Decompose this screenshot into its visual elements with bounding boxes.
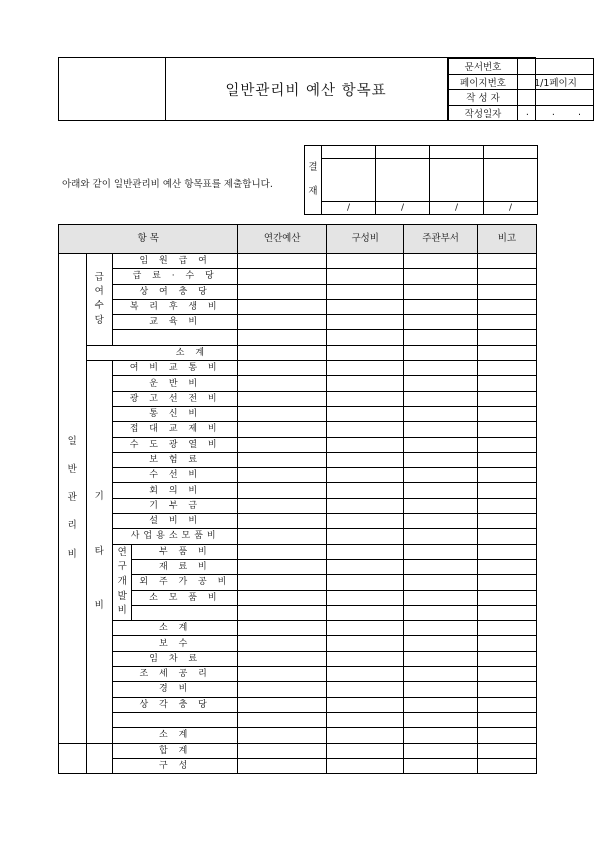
value-cell[interactable] xyxy=(477,712,536,727)
value-cell[interactable] xyxy=(477,575,536,590)
item-label: 소 계 xyxy=(113,728,238,743)
value-cell[interactable] xyxy=(238,682,327,697)
value-cell[interactable] xyxy=(238,544,327,559)
value-cell[interactable] xyxy=(477,514,536,529)
value-cell[interactable] xyxy=(327,284,404,299)
value-cell[interactable] xyxy=(404,284,477,299)
value-cell[interactable] xyxy=(238,743,327,758)
group-rnd-label: 연 구 개 발 비 xyxy=(113,544,132,620)
value-cell[interactable] xyxy=(404,651,477,666)
item-label: 보 수 xyxy=(113,636,238,651)
value-cell[interactable] xyxy=(327,575,404,590)
value-cell[interactable] xyxy=(404,422,477,437)
value-cell[interactable] xyxy=(327,743,404,758)
value-cell[interactable] xyxy=(327,437,404,452)
item-label: 복 리 후 생 비 xyxy=(113,299,238,314)
value-cell[interactable] xyxy=(477,254,536,269)
header-note: 비고 xyxy=(477,225,536,254)
value-cell[interactable] xyxy=(477,284,536,299)
value-cell[interactable] xyxy=(477,345,536,360)
value-cell[interactable] xyxy=(404,544,477,559)
meta-label: 문서번호 xyxy=(449,59,518,75)
value-cell[interactable] xyxy=(238,437,327,452)
value-cell[interactable] xyxy=(238,330,327,345)
header-annual: 연간예산 xyxy=(238,225,327,254)
group-etc-label: 기 타 비 xyxy=(86,361,112,743)
value-cell[interactable] xyxy=(238,422,327,437)
item-label: 사업용소모품비 xyxy=(113,529,238,544)
value-cell[interactable] xyxy=(327,422,404,437)
value-cell[interactable] xyxy=(404,621,477,636)
value-cell[interactable] xyxy=(477,406,536,421)
blank-cell xyxy=(86,743,112,774)
value-cell[interactable] xyxy=(238,269,327,284)
value-cell[interactable] xyxy=(327,682,404,697)
item-label: 접 대 교 제 비 xyxy=(113,422,238,437)
item-label: 소 계 xyxy=(113,621,238,636)
value-cell[interactable] xyxy=(238,361,327,376)
item-label: 조 세 공 리 xyxy=(113,667,238,682)
value-cell[interactable] xyxy=(238,559,327,574)
value-cell[interactable] xyxy=(477,391,536,406)
value-cell[interactable] xyxy=(238,575,327,590)
value-cell[interactable] xyxy=(238,406,327,421)
value-cell[interactable] xyxy=(327,376,404,391)
value-cell[interactable] xyxy=(404,361,477,376)
item-label: 재 료 비 xyxy=(132,559,238,574)
value-cell[interactable] xyxy=(477,682,536,697)
value-cell[interactable] xyxy=(477,483,536,498)
item-label: 상 여 충 당 xyxy=(113,284,238,299)
value-cell[interactable] xyxy=(404,330,477,345)
value-cell[interactable] xyxy=(238,621,327,636)
value-cell[interactable] xyxy=(327,514,404,529)
value-cell[interactable] xyxy=(238,667,327,682)
value-cell[interactable] xyxy=(327,498,404,513)
value-cell[interactable] xyxy=(327,391,404,406)
value-cell[interactable] xyxy=(327,468,404,483)
approval-date: / xyxy=(322,202,376,215)
value-cell[interactable] xyxy=(477,299,536,314)
value-cell[interactable] xyxy=(238,590,327,605)
value-cell[interactable] xyxy=(238,712,327,727)
value-cell[interactable] xyxy=(477,269,536,284)
value-cell[interactable] xyxy=(477,590,536,605)
item-label: 상 각 충 당 xyxy=(113,697,238,712)
item-label: 부 품 비 xyxy=(132,544,238,559)
value-cell[interactable] xyxy=(477,437,536,452)
meta-value xyxy=(518,90,594,106)
approval-date: / xyxy=(376,202,430,215)
value-cell[interactable] xyxy=(477,559,536,574)
value-cell[interactable] xyxy=(404,269,477,284)
meta-box xyxy=(447,58,591,120)
header-item: 항 목 xyxy=(59,225,238,254)
value-cell[interactable] xyxy=(477,651,536,666)
value-cell[interactable] xyxy=(404,406,477,421)
item-label: 소 모 품 비 xyxy=(132,590,238,605)
header-composition: 구성비 xyxy=(327,225,404,254)
value-cell[interactable] xyxy=(404,437,477,452)
budget-table xyxy=(58,224,537,774)
value-cell[interactable] xyxy=(477,361,536,376)
item-label: 외 주 가 공 비 xyxy=(132,575,238,590)
value-cell[interactable] xyxy=(404,391,477,406)
value-cell[interactable] xyxy=(404,483,477,498)
item-label xyxy=(132,605,238,620)
value-cell[interactable] xyxy=(327,452,404,467)
value-cell[interactable] xyxy=(327,544,404,559)
value-cell[interactable] xyxy=(327,345,404,360)
value-cell[interactable] xyxy=(327,361,404,376)
item-label: 회 의 비 xyxy=(113,483,238,498)
item-label xyxy=(113,330,238,345)
value-cell[interactable] xyxy=(404,575,477,590)
value-cell[interactable] xyxy=(327,483,404,498)
value-cell[interactable] xyxy=(327,559,404,574)
value-cell[interactable] xyxy=(404,682,477,697)
value-cell[interactable] xyxy=(477,468,536,483)
value-cell[interactable] xyxy=(477,498,536,513)
value-cell[interactable] xyxy=(238,728,327,743)
value-cell[interactable] xyxy=(238,529,327,544)
value-cell[interactable] xyxy=(238,284,327,299)
value-cell[interactable] xyxy=(238,697,327,712)
item-label: 합 계 xyxy=(113,743,238,758)
value-cell[interactable] xyxy=(477,667,536,682)
value-cell[interactable] xyxy=(477,697,536,712)
approval-box xyxy=(304,145,538,215)
value-cell[interactable] xyxy=(477,422,536,437)
item-label: 임 차 료 xyxy=(113,651,238,666)
value-cell[interactable] xyxy=(404,498,477,513)
value-cell[interactable] xyxy=(327,621,404,636)
value-cell[interactable] xyxy=(404,452,477,467)
value-cell[interactable] xyxy=(477,621,536,636)
value-cell[interactable] xyxy=(404,728,477,743)
item-label: 여 비 교 통 비 xyxy=(113,361,238,376)
value-cell[interactable] xyxy=(238,376,327,391)
page-title: 일반관리비 예산 항목표 xyxy=(225,82,387,99)
document-header xyxy=(58,57,591,121)
item-label: 소 계 xyxy=(86,345,238,360)
value-cell[interactable] xyxy=(327,667,404,682)
value-cell[interactable] xyxy=(477,605,536,620)
value-cell[interactable] xyxy=(404,529,477,544)
value-cell[interactable] xyxy=(327,590,404,605)
item-label: 교 육 비 xyxy=(113,315,238,330)
value-cell[interactable] xyxy=(238,483,327,498)
meta-label: 작 성 자 xyxy=(449,90,518,106)
approval-label: 결 재 xyxy=(305,146,322,215)
value-cell[interactable] xyxy=(327,299,404,314)
item-label: 수 도 광 열 비 xyxy=(113,437,238,452)
value-cell[interactable] xyxy=(404,254,477,269)
value-cell[interactable] xyxy=(327,330,404,345)
meta-label: 작성일자 xyxy=(449,105,518,121)
value-cell[interactable] xyxy=(404,559,477,574)
value-cell[interactable] xyxy=(327,758,404,773)
header-dept: 주관부서 xyxy=(404,225,477,254)
value-cell[interactable] xyxy=(327,651,404,666)
approval-date: / xyxy=(430,202,484,215)
value-cell[interactable] xyxy=(327,315,404,330)
value-cell[interactable] xyxy=(327,712,404,727)
value-cell[interactable] xyxy=(238,514,327,529)
item-label: 운 반 비 xyxy=(113,376,238,391)
item-label: 수 선 비 xyxy=(113,468,238,483)
value-cell[interactable] xyxy=(327,529,404,544)
value-cell[interactable] xyxy=(327,697,404,712)
value-cell[interactable] xyxy=(327,636,404,651)
value-cell[interactable] xyxy=(477,376,536,391)
value-cell[interactable] xyxy=(238,299,327,314)
value-cell[interactable] xyxy=(238,345,327,360)
value-cell[interactable] xyxy=(404,697,477,712)
item-label: 급 료 · 수 당 xyxy=(113,269,238,284)
value-cell[interactable] xyxy=(327,269,404,284)
value-cell[interactable] xyxy=(477,728,536,743)
value-cell[interactable] xyxy=(238,758,327,773)
item-label: 임 원 급 여 xyxy=(113,254,238,269)
value-cell[interactable] xyxy=(238,254,327,269)
value-cell[interactable] xyxy=(404,605,477,620)
value-cell[interactable] xyxy=(404,468,477,483)
blank-cell xyxy=(59,743,87,774)
value-cell[interactable] xyxy=(404,299,477,314)
item-label: 광 고 선 전 비 xyxy=(113,391,238,406)
item-label: 설 비 비 xyxy=(113,514,238,529)
value-cell[interactable] xyxy=(404,590,477,605)
item-label: 보 험 료 xyxy=(113,452,238,467)
meta-value: . . . xyxy=(518,105,594,121)
value-cell[interactable] xyxy=(238,605,327,620)
value-cell[interactable] xyxy=(238,391,327,406)
value-cell[interactable] xyxy=(404,743,477,758)
item-label xyxy=(113,712,238,727)
value-cell[interactable] xyxy=(238,452,327,467)
value-cell[interactable] xyxy=(404,315,477,330)
value-cell[interactable] xyxy=(404,376,477,391)
logo-area xyxy=(59,58,166,120)
value-cell[interactable] xyxy=(477,452,536,467)
value-cell[interactable] xyxy=(404,636,477,651)
meta-value xyxy=(518,59,594,75)
value-cell[interactable] xyxy=(477,743,536,758)
value-cell[interactable] xyxy=(477,544,536,559)
value-cell[interactable] xyxy=(404,514,477,529)
value-cell[interactable] xyxy=(404,345,477,360)
group-main-label: 일 반 관 리 비 xyxy=(59,254,87,744)
meta-value: 1/1페이지 xyxy=(518,74,594,90)
item-label: 경 비 xyxy=(113,682,238,697)
value-cell[interactable] xyxy=(327,254,404,269)
value-cell[interactable] xyxy=(238,651,327,666)
value-cell[interactable] xyxy=(327,406,404,421)
meta-label: 페이지번호 xyxy=(449,74,518,90)
value-cell[interactable] xyxy=(327,728,404,743)
approval-date: / xyxy=(484,202,538,215)
value-cell[interactable] xyxy=(238,315,327,330)
value-cell[interactable] xyxy=(238,636,327,651)
value-cell[interactable] xyxy=(238,468,327,483)
value-cell[interactable] xyxy=(404,758,477,773)
value-cell[interactable] xyxy=(477,758,536,773)
value-cell[interactable] xyxy=(477,315,536,330)
value-cell[interactable] xyxy=(477,636,536,651)
value-cell[interactable] xyxy=(404,667,477,682)
group-salary-label: 급 여 수 당 xyxy=(86,254,112,346)
value-cell[interactable] xyxy=(477,330,536,345)
value-cell[interactable] xyxy=(327,605,404,620)
value-cell[interactable] xyxy=(477,529,536,544)
value-cell[interactable] xyxy=(238,498,327,513)
item-label: 구 성 xyxy=(113,758,238,773)
intro-text: 아래와 같이 일반관리비 예산 항목표를 제출합니다. xyxy=(62,179,273,190)
item-label: 기 부 금 xyxy=(113,498,238,513)
item-label: 통 신 비 xyxy=(113,406,238,421)
value-cell[interactable] xyxy=(404,712,477,727)
